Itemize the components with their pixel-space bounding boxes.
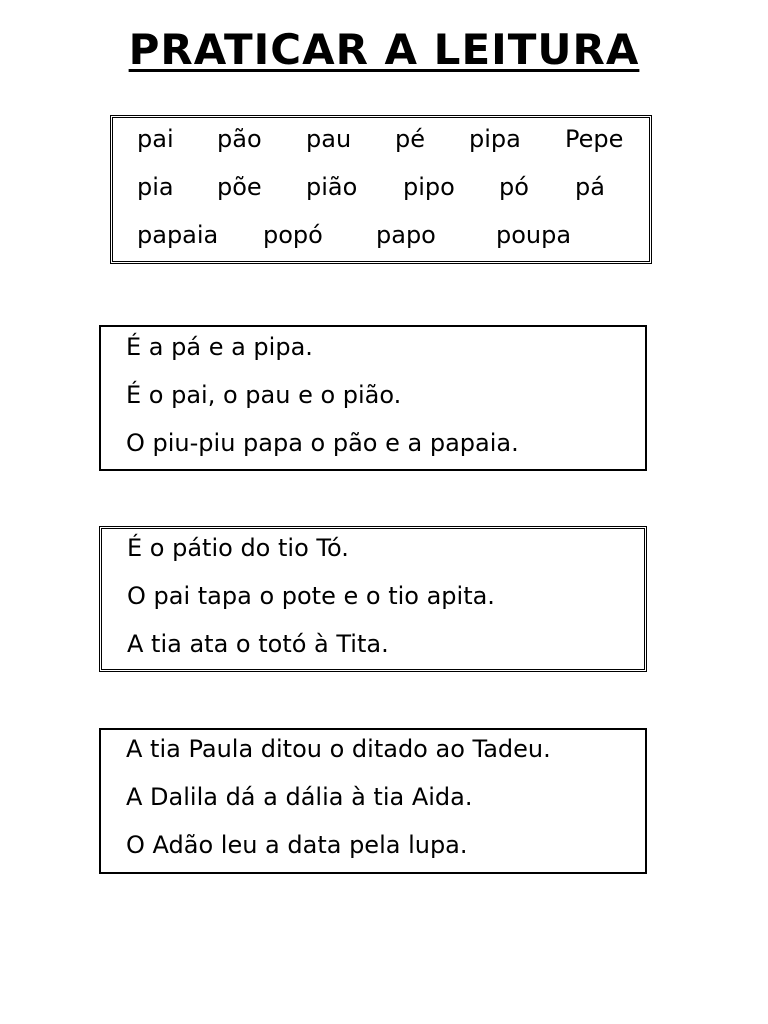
page-title <box>0 24 768 76</box>
sentence: A tia Paula ditou o ditado ao Tadeu. <box>126 735 551 763</box>
sentence: É o pai, o pau e o pião. <box>126 381 402 409</box>
word: pau <box>306 125 352 153</box>
word: põe <box>217 173 262 201</box>
word: Pepe <box>565 125 624 153</box>
sentence: É a pá e a pipa. <box>126 333 313 361</box>
word: pia <box>137 173 174 201</box>
sentence: A tia ata o totó à Tita. <box>127 630 389 658</box>
sentence-box-2 <box>99 526 647 672</box>
sentence: A Dalila dá a dália à tia Aida. <box>126 783 473 811</box>
word: poupa <box>496 221 572 249</box>
page-title-text: PRATICAR A LEITURA <box>128 25 640 74</box>
sentence-box-3 <box>99 728 647 874</box>
sentence-box-1 <box>99 325 647 471</box>
word: popó <box>263 221 323 249</box>
word: pipo <box>403 173 455 201</box>
word: pé <box>395 125 425 153</box>
sentence: O pai tapa o pote e o tio apita. <box>127 582 495 610</box>
word: papaia <box>137 221 219 249</box>
word: pó <box>499 173 529 201</box>
word: pipa <box>469 125 521 153</box>
word: pai <box>137 125 174 153</box>
word-list-box <box>110 115 652 264</box>
sentence: É o pátio do tio Tó. <box>127 534 349 562</box>
sentence: O piu-piu papa o pão e a papaia. <box>126 429 519 457</box>
sentence: O Adão leu a data pela lupa. <box>126 831 468 859</box>
word: pá <box>575 173 605 201</box>
word: pão <box>217 125 262 153</box>
word: papo <box>376 221 436 249</box>
word: pião <box>306 173 358 201</box>
